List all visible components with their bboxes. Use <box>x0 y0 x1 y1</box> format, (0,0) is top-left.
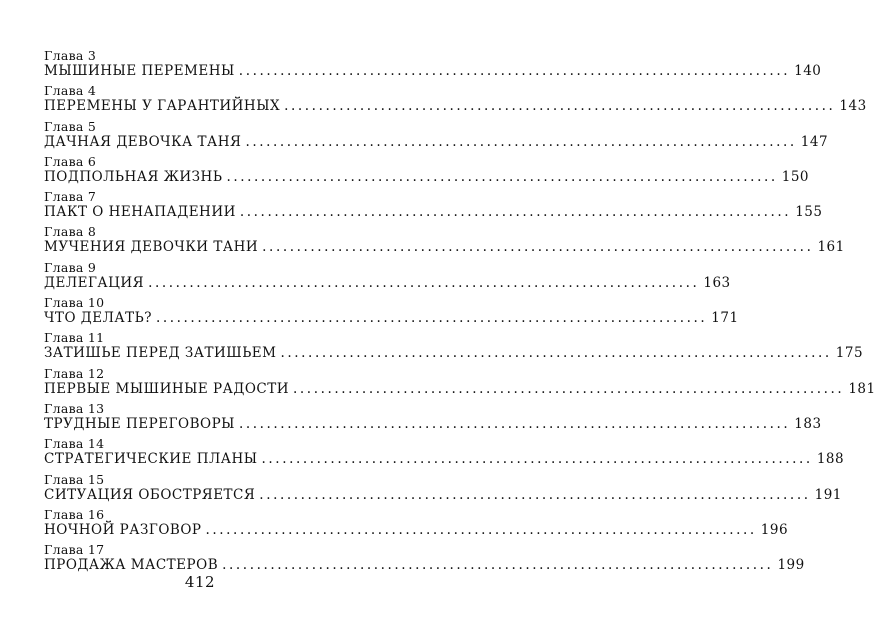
chapter-title: СТРАТЕГИЧЕСКИЕ ПЛАНЫ <box>44 451 258 468</box>
chapter-title: МУЧЕНИЯ ДЕВОЧКИ ТАНИ <box>44 239 259 256</box>
toc-entry <box>44 83 867 118</box>
chapter-number: Глава 6 <box>44 153 97 169</box>
chapter-number: Глава 15 <box>44 471 105 487</box>
dot-leader: ................................................................................ <box>205 521 757 538</box>
page-number: 191 <box>814 486 842 503</box>
chapter-number: Глава 14 <box>44 436 105 452</box>
page-number: 143 <box>839 98 867 115</box>
chapter-title: ПЕРВЫЕ МЫШИНЫЕ РАДОСТИ <box>44 380 290 397</box>
page-number: 140 <box>794 63 822 79</box>
chapter-number: Глава 16 <box>44 506 105 522</box>
toc-line <box>44 98 867 116</box>
dot-leader: ................................................................................ <box>293 380 845 397</box>
toc-line <box>44 345 864 363</box>
chapter-number: Глава 9 <box>44 259 97 275</box>
chapter-title: ПОДПОЛЬНАЯ ЖИЗНЬ <box>44 168 223 185</box>
toc-entry <box>44 471 842 507</box>
chapter-title: ЧТО ДЕЛАТЬ? <box>44 310 152 327</box>
toc-line <box>44 274 731 293</box>
dot-leader: ................................................................................ <box>261 451 813 468</box>
toc-entry <box>44 295 739 330</box>
page-number: 150 <box>781 168 810 185</box>
dot-leader: ................................................................................ <box>245 133 797 150</box>
toc-line <box>44 486 842 505</box>
page-number: 155 <box>795 204 823 221</box>
dot-leader: ................................................................................ <box>226 168 778 185</box>
toc-line <box>44 415 822 434</box>
chapter-title: ПРОДАЖА МАСТЕРОВ <box>44 557 219 574</box>
chapter-number: Глава 8 <box>44 224 97 240</box>
page-number: 171 <box>711 310 739 327</box>
chapter-number: Глава 10 <box>44 295 105 311</box>
table-of-contents <box>44 48 876 577</box>
toc-line <box>44 310 739 328</box>
dot-leader: ................................................................................ <box>222 557 774 574</box>
toc-entry <box>44 48 822 83</box>
dot-leader: ................................................................................ <box>239 204 792 221</box>
dot-leader: ................................................................................ <box>280 345 832 362</box>
toc-line <box>44 63 822 81</box>
toc-entry <box>44 189 823 224</box>
chapter-title: ПЕРЕМЕНЫ У ГАРАНТИЙНЫХ <box>44 98 281 115</box>
page-number: 147 <box>800 133 829 150</box>
chapter-number: Глава 17 <box>44 542 105 558</box>
toc-line <box>44 380 876 399</box>
toc-entry <box>44 224 845 259</box>
toc-entry <box>44 436 845 471</box>
toc-entry <box>44 506 789 542</box>
toc-line <box>44 521 789 540</box>
dot-leader: ................................................................................ <box>259 486 811 503</box>
chapter-title: СИТУАЦИЯ ОБОСТРЯЕТСЯ <box>44 486 256 503</box>
page-number: 188 <box>816 451 845 468</box>
toc-entry <box>44 330 864 365</box>
chapter-title: НОЧНОЙ РАЗГОВОР <box>44 521 202 538</box>
chapter-number: Глава 13 <box>44 400 105 416</box>
page-number: 183 <box>794 415 822 432</box>
toc-line <box>44 451 845 469</box>
toc-line <box>44 239 845 257</box>
dot-leader: ................................................................................ <box>238 415 791 432</box>
dot-leader: ................................................................................ <box>155 310 708 327</box>
dot-leader: ................................................................................ <box>148 274 700 291</box>
chapter-title: ДАЧНАЯ ДЕВОЧКА ТАНЯ <box>44 133 242 150</box>
toc-line <box>44 204 823 222</box>
chapter-title: ПАКТ О НЕНАПАДЕНИИ <box>44 204 236 221</box>
chapter-title: ТРУДНЫЕ ПЕРЕГОВОРЫ <box>44 415 235 432</box>
chapter-number: Глава 4 <box>44 83 97 99</box>
chapter-title: МЫШИНЫЕ ПЕРЕМЕНЫ <box>44 63 235 79</box>
chapter-title: ЗАТИШЬЕ ПЕРЕД ЗАТИШЬЕМ <box>44 345 277 362</box>
page-number: 161 <box>817 239 845 256</box>
toc-line <box>44 133 829 152</box>
page-number: 181 <box>848 380 876 397</box>
chapter-number: Глава 7 <box>44 189 97 205</box>
page-number: 163 <box>703 274 731 291</box>
toc-line <box>44 168 810 187</box>
chapter-number: Глава 3 <box>44 48 97 63</box>
toc-entry <box>44 153 810 189</box>
dot-leader: ................................................................................ <box>284 98 836 115</box>
chapter-number: Глава 12 <box>44 365 105 381</box>
page-number: 196 <box>760 521 789 538</box>
page-number: 199 <box>777 557 805 574</box>
toc-entry <box>44 400 822 436</box>
dot-leader: ................................................................................ <box>262 239 814 256</box>
toc-entry <box>44 259 731 295</box>
toc-entry <box>44 365 876 401</box>
chapter-number: Глава 11 <box>44 330 105 346</box>
page-number: 175 <box>835 345 864 362</box>
page-folio: 412 <box>184 573 216 591</box>
dot-leader: ................................................................................ <box>238 63 791 79</box>
chapter-title: ДЕЛЕГАЦИЯ <box>44 274 145 291</box>
toc-entry <box>44 118 829 154</box>
chapter-number: Глава 5 <box>44 118 97 134</box>
